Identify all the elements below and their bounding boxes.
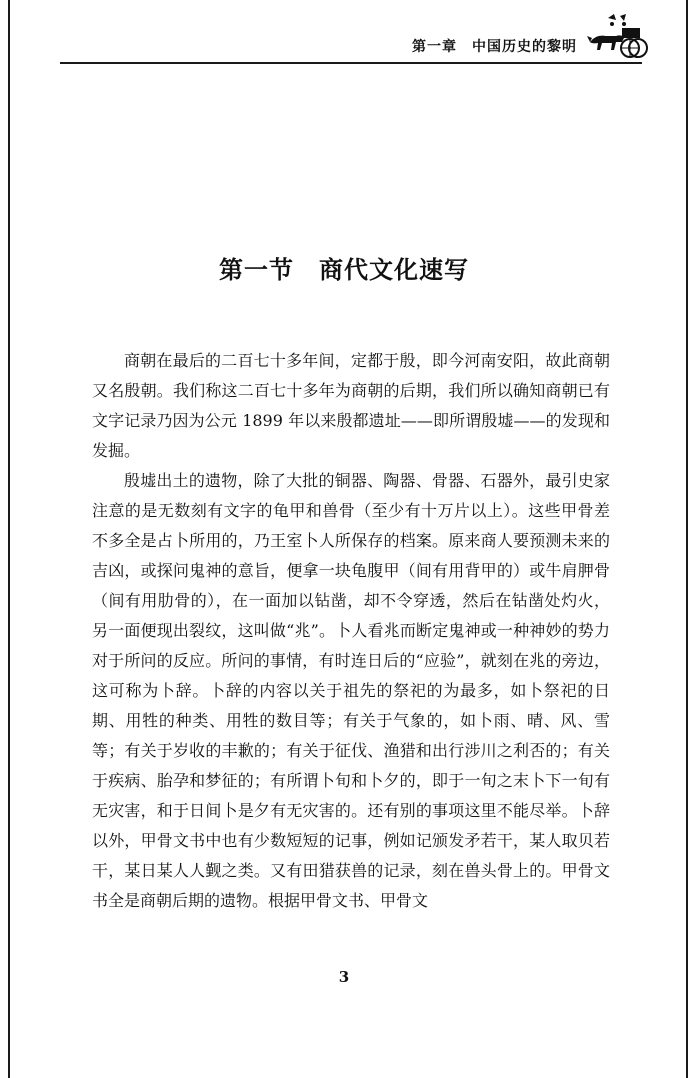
body-text xyxy=(92,346,610,916)
paragraph: 商朝在最后的二百七十多年间，定都于殷，即今河南安阳，故此商朝又名殷朝。我们称这二百七十多年为商朝的后期，我们所以确知商朝已有文字记录乃因为公元 1899 年以来殷都遗址——即所谓殷墟——的发现和发掘。 xyxy=(92,351,610,460)
paragraph: 殷墟出土的遗物，除了大批的铜器、陶器、骨器、石器外，最引史家注意的是无数刻有文字的龟甲和兽骨（至少有十万片以上）。这些甲骨差不多全是占卜所用的，乃王室卜人所保存的档案。原来商人要预测未来的吉凶，或探问鬼神的意旨，便拿一块龟腹甲（间有用背甲的）或牛肩胛骨（间有用肋骨的），在一面加以钻凿，却不令穿透，然后在钻凿处灼火，另一面便现出裂纹，这叫做“兆”。卜人看兆而断定鬼神或一种神妙的势力对于所问的反应。所问的事情，有时连日后的“应验”，就刻在兆的旁边，这可称为卜辞。卜辞的内容以关于祖先的祭祀的为最多，如卜祭祀的日期、用牲的种类、用牲的数目等；有关于气象的，如卜雨、晴、风、雪等；有关于岁收的丰歉的；有关于征伐、渔猎和出行涉川之利否的；有关于疾病、胎孕和梦征的；有所谓卜旬和卜夕的，即于一旬之末卜下一旬有无灾害，和于日间卜是夕有无灾害的。还有别的事项这里不能尽举。卜辞以外，甲骨文书中也有少数短短的记事，例如记颁发矛若干，某人取贝若干，某日某人人觐之类。又有田猎获兽的记录，刻在兽头骨上的。甲骨文书全是商朝后期的遗物。根据甲骨文书、甲骨文 xyxy=(92,471,610,910)
section-title: 第一节 商代文化速写 xyxy=(219,256,469,284)
header-rule xyxy=(60,62,642,64)
page-left-edge xyxy=(8,0,10,1078)
page-number: 3 xyxy=(338,968,350,986)
running-header: 第一章 中国历史的黎明 xyxy=(412,39,577,55)
chariot-horse-emblem-icon xyxy=(586,12,648,62)
